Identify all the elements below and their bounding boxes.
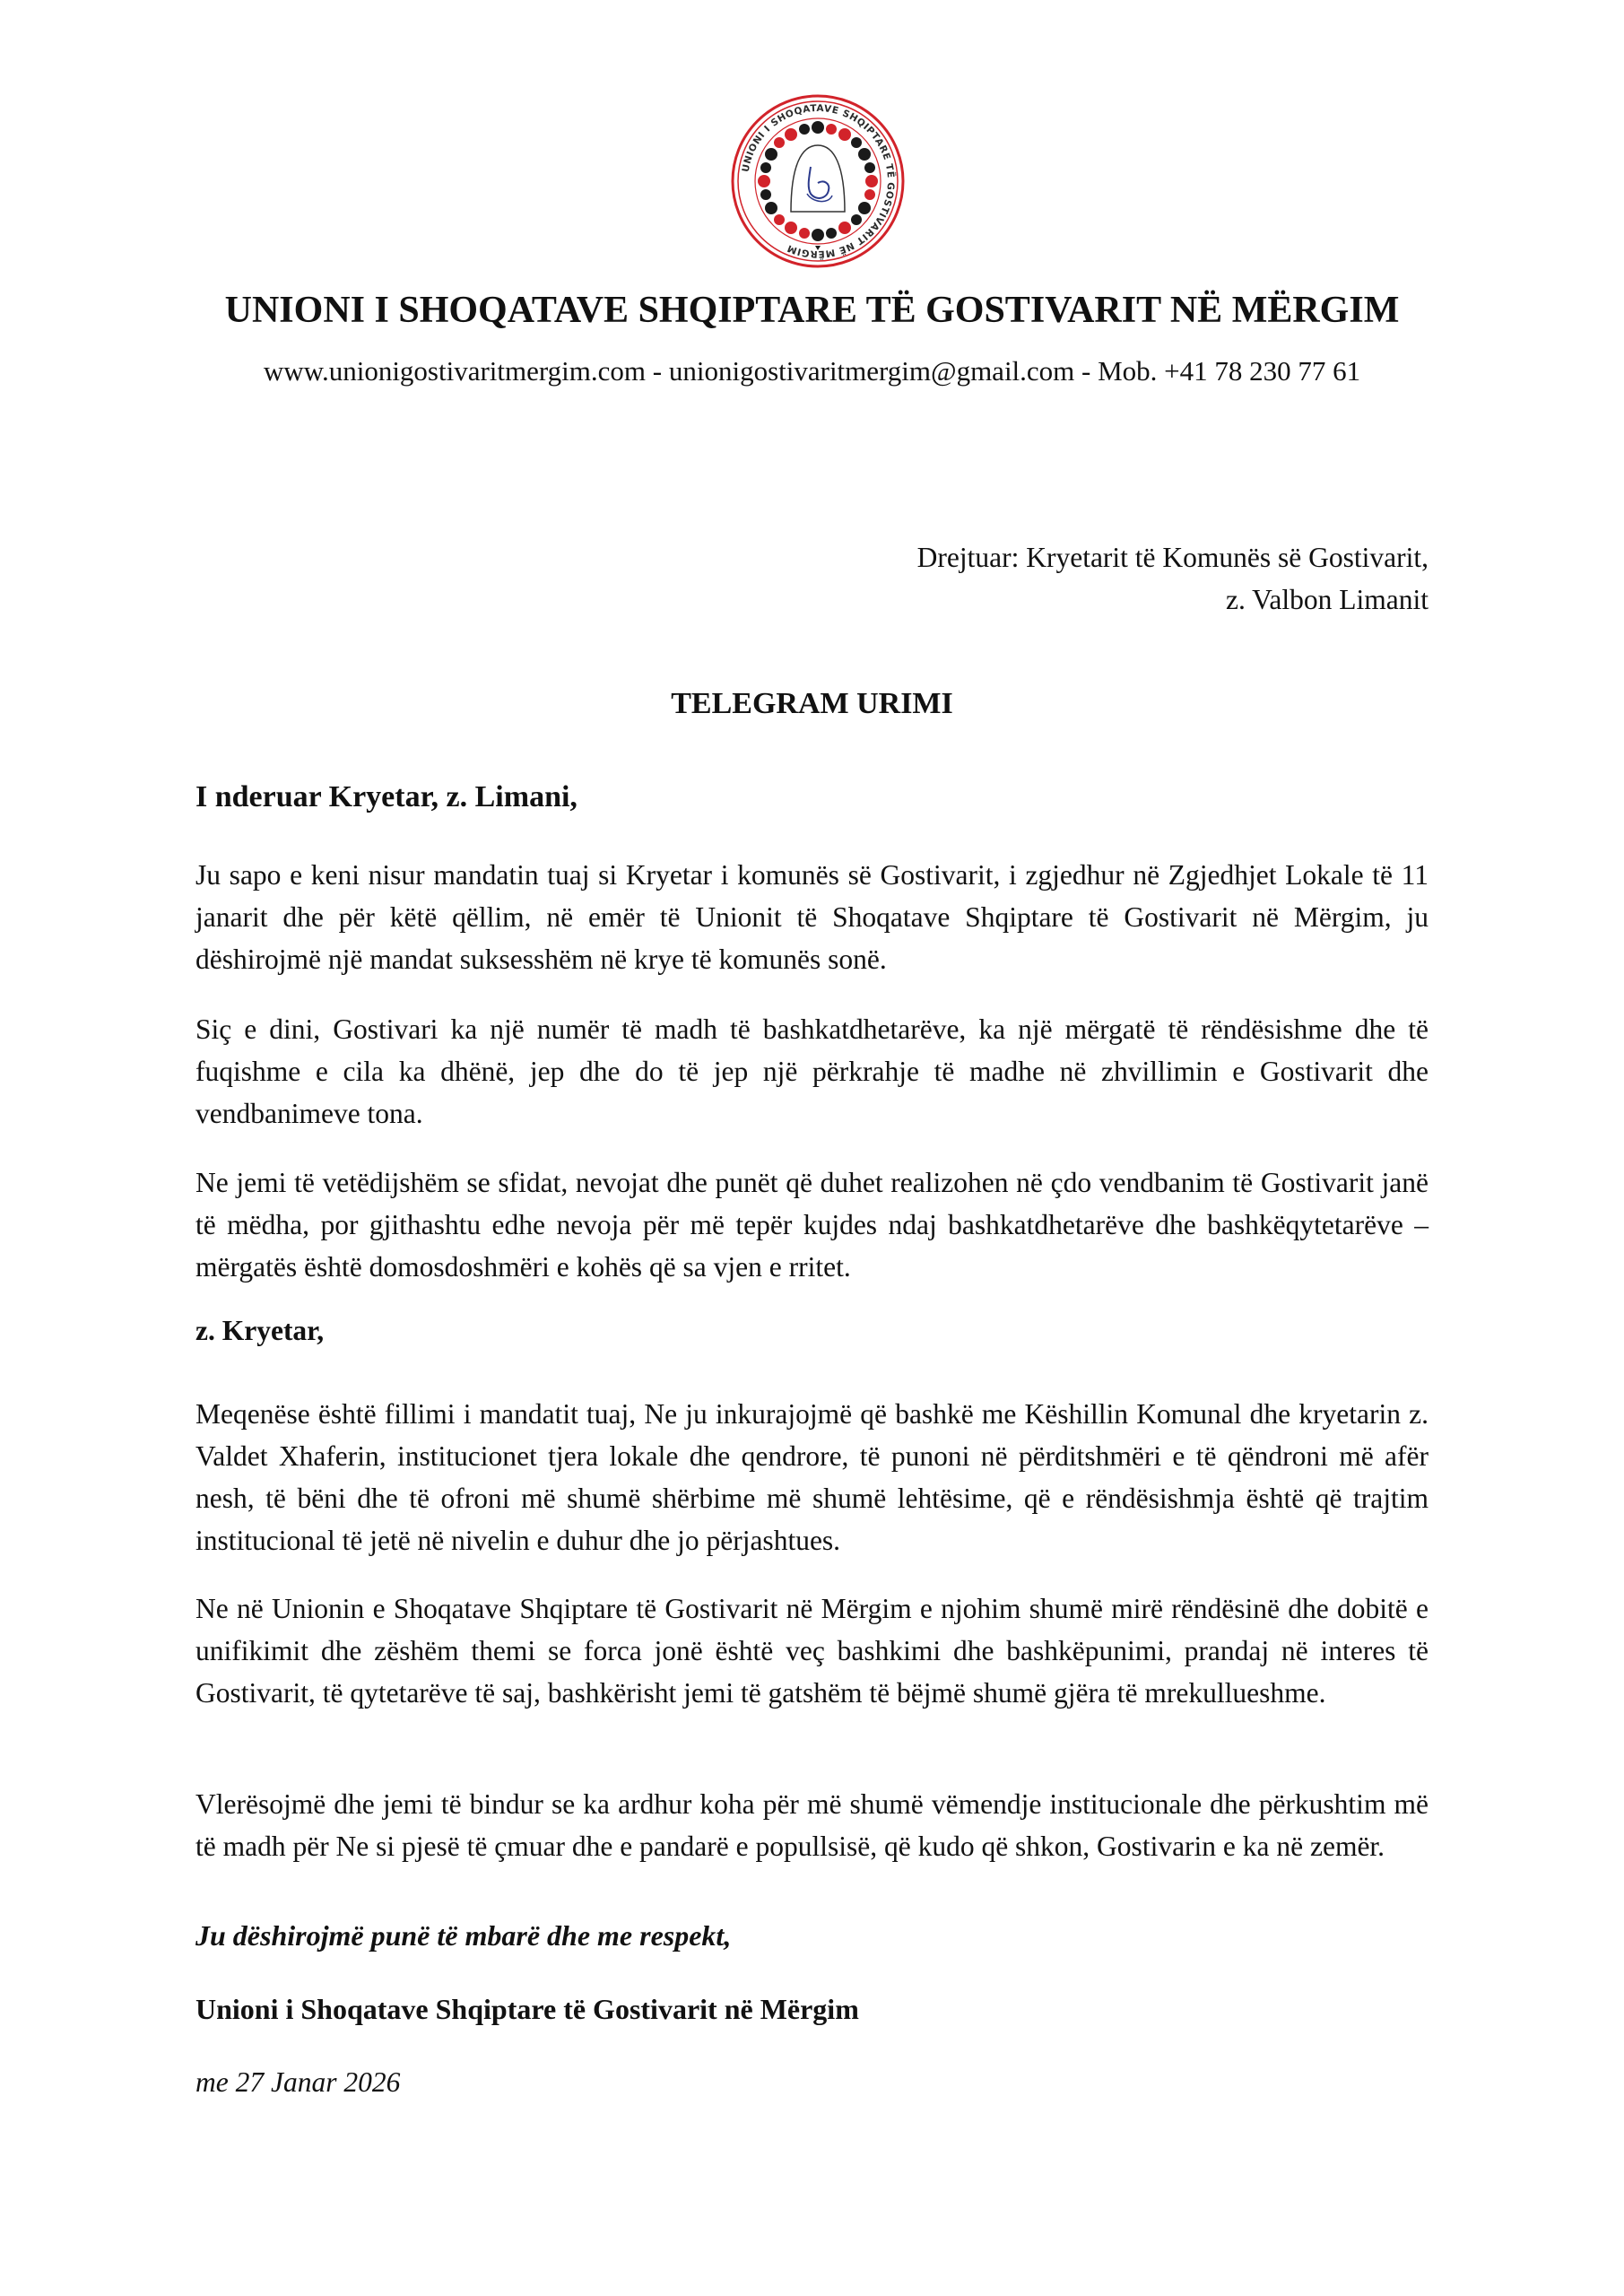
document-date: me 27 Janar 2026	[195, 2066, 401, 2098]
contact-info: www.unionigostivaritmergim.com - unionigostivaritmergim@gmail.com - Mob. +41 78 230 77 61	[263, 355, 1361, 387]
signature: Unioni i Shoqatave Shqiptare të Gostivarit në Mërgim	[195, 1993, 859, 2025]
paragraph-6: Vlerësojmë dhe jemi të bindur se ka ardhur koha për më shumë vëmendje institucionale dhe përkushtim më të madh për Ne si pjesë të çmuar dhe e pandarë e popullsisë, që kudo që shkon, Gostivarin e ka në zemër.	[195, 1788, 1429, 1862]
addressee-line-1: Drejtuar: Kryetarit të Komunës së Gostivarit,	[916, 542, 1429, 573]
svg-text:UNIONI I SHOQATAVE SHQIPTARE T: UNIONI I SHOQATAVE SHQIPTARE TË GOSTIVARIT NË MËRGIM	[740, 102, 897, 260]
paragraph-5: Ne në Unionin e Shoqatave Shqiptare të Gostivarit në Mërgim e njohim shumë mirë rëndësinë dhe dobitë e unifikimit dhe zëshëm themi se forca jonë është veç bashkimi dhe bashkëpunimi, prandaj në interes të Gostivarit, të qytetarëve të saj, bashkërisht jemi të gatshëm të bëjmë shumë gjëra të mrekullueshme.	[195, 1593, 1429, 1709]
paragraph-2: Siç e dini, Gostivari ka një numër të madh të bashkatdhetarëve, ka një mërgatë të rëndësishme dhe të fuqishme e cila ka dhënë, jep dhe do të jep një përkrahje të madhe në zhvillimin e Gostivarit dhe vendbanimeve tona.	[195, 1013, 1429, 1129]
seal-icon	[730, 93, 906, 269]
paragraph-1: Ju sapo e keni nisur mandatin tuaj si Kryetar i komunës së Gostivarit, i zgjedhur në Zgjedhjet Lokale të 11 janarit dhe për këtë qëllim, në emër të Unionit të Shoqatave Shqiptare të Gostivarit në Mërgim, ju dëshirojmë një mandat suksesshëm në krye të komunës sonë.	[195, 859, 1429, 975]
closing-line: Ju dëshirojmë punë të mbarë dhe me respekt,	[195, 1919, 732, 1952]
addressee-block	[917, 536, 1429, 621]
organization-seal-logo	[730, 93, 906, 269]
sub-salutation: z. Kryetar,	[195, 1315, 325, 1346]
document-title	[0, 687, 1624, 721]
document-title-text: TELEGRAM URIMI	[671, 687, 953, 720]
paragraph-4: Meqenëse është fillimi i mandatit tuaj, Ne ju inkurajojmë që bashkë me Këshillin Komunal dhe kryetarin z. Valdet Xhaferin, institucionet tjera lokale dhe qendrore, të punoni në përditshmëri e të qëndroni më afër nesh, të bëni dhe të ofroni më shumë shërbime më shumë lehtësime, që e rëndësishmja është që trajtim institucional të jetë në nivelin e duhur dhe jo përjashtues.	[195, 1398, 1429, 1556]
salutation: I nderuar Kryetar, z. Limani,	[195, 780, 578, 813]
addressee-line-2: z. Valbon Limanit	[1225, 584, 1429, 615]
organization-title: UNIONI I SHOQATAVE SHQIPTARE TË GOSTIVARIT NË MËRGIM	[224, 290, 1400, 331]
paragraph-3: Ne jemi të vetëdijshëm se sfidat, nevojat dhe punët që duhet realizohen në çdo vendbanim të Gostivarit janë të mëdha, por gjithashtu edhe nevoja për më tepër kujdes ndaj bashkatdhetarëve dhe bashkëqytetarëve – mërgatës është domosdoshmëri e kohës që sa vjen e rritet.	[195, 1167, 1429, 1283]
